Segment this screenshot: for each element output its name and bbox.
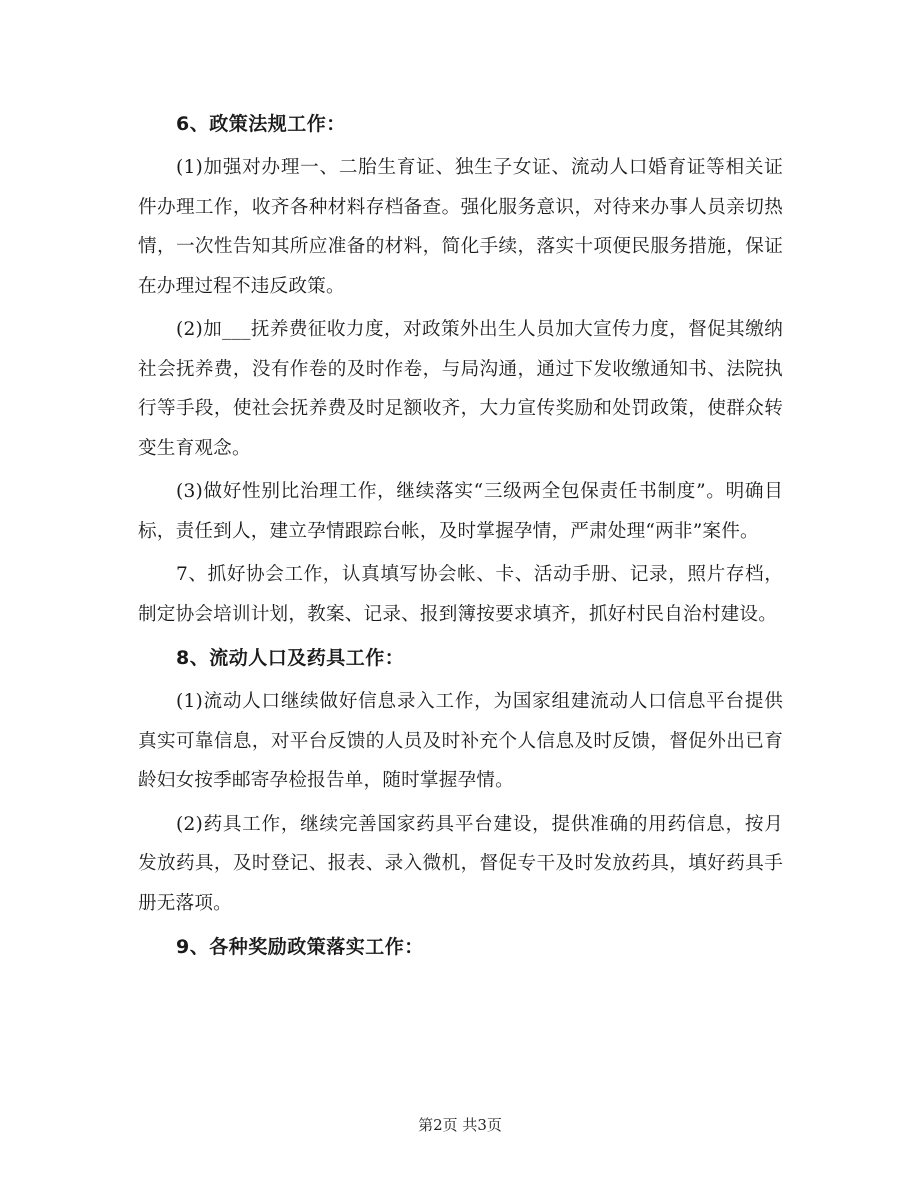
document-body (138, 104, 783, 971)
paragraph-8-1: (1)流动人口继续做好信息录入工作，为国家组建流动人口信息平台提供真实可靠信息，对平台反馈的人员及时补充个人信息及时反馈，督促外出已育龄妇女按季邮寄孕检报告单，随时掌握孕情。 (138, 691, 783, 791)
paragraph-6-1: (1)加强对办理一、二胎生育证、独生子女证、流动人口婚育证等相关证件办理工作，收齐各种材料存档备查。强化服务意识，对待来办事人员亲切热情，一次性告知其所应准备的材料，简化手续，落实十项便民服务措施，保证在办理过程不违反政策。 (138, 157, 783, 297)
section-heading-8: 8、流动人口及药具工作： (176, 647, 405, 669)
section-heading-6: 6、政策法规工作： (176, 113, 346, 135)
section-heading-9: 9、各种奖励政策落实工作： (176, 936, 424, 958)
paragraph-6-3: (3)做好性别比治理工作，继续落实“三级两全包保责任书制度”。明确目标，责任到人，建立孕情跟踪台帐，及时掌握孕情，严肃处理“两非”案件。 (138, 481, 783, 542)
page-footer (0, 1115, 920, 1135)
paragraph-6-2: (2)加___抚养费征收力度，对政策外出生人员加大宣传力度，督促其缴纳社会抚养费，没有作卷的及时作卷，与局沟通，通过下发收缴通知书、法院执行等手段，使社会抚养费及时足额收齐，大力宣传奖励和处罚政策，使群众转变生育观念。 (138, 319, 783, 459)
page-indicator: 第2页 共3页 (418, 1116, 502, 1134)
paragraph-7: 7、抓好协会工作，认真填写协会帐、卡、活动手册、记录，照片存档，制定协会培训计划，教案、记录、报到簿按要求填齐，抓好村民自治村建设。 (138, 564, 783, 625)
paragraph-8-2: (2)药具工作，继续完善国家药具平台建设，提供准确的用药信息，按月发放药具，及时登记、报表、录入微机，督促专干及时发放药具，填好药具手册无落项。 (138, 813, 783, 914)
